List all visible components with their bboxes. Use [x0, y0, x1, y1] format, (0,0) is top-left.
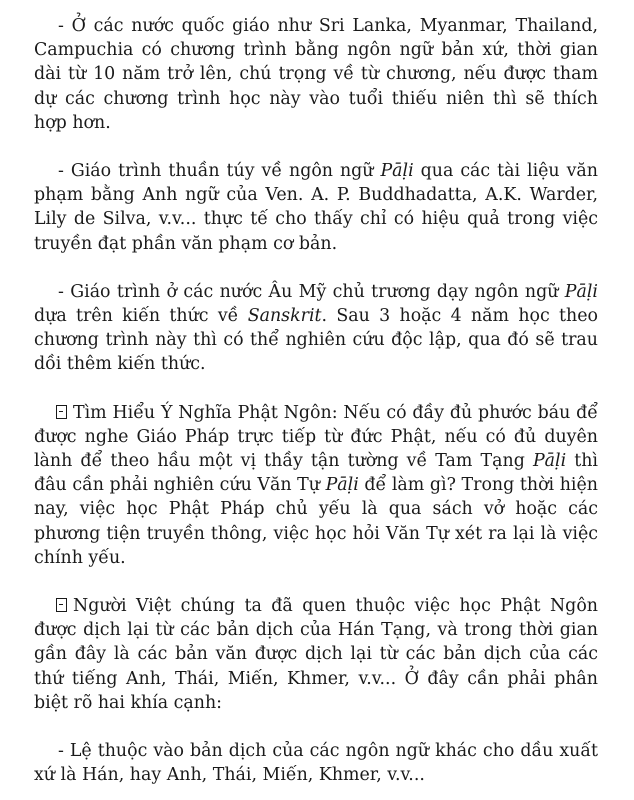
text-segment: - Giáo trình thuần túy về ngôn ngữ: [58, 161, 381, 182]
paragraph-pali-grammar-curriculum: [34, 159, 598, 256]
text-segment: để làm gì? Trong thời hiện nay, việc học Phật Pháp chủ yếu là qua sách vở hoặc các phương tiện truyền thông, việc học hỏi Văn Tự xét ra lại là việc chính yếu.: [34, 475, 598, 568]
bullet-box-icon: [56, 405, 67, 419]
text-segment: Người Việt chúng ta đã quen thuộc việc học Phật Ngôn được dịch lại từ các bản dịch của Hán Tạng, và trong thời gian gần đây là các bản văn được dịch lại từ các bản dịch của các thứ tiếng Anh, Thái, Miến, Khmer, v.v... Ở đây cần phải phân biệt rõ hai khía cạnh:: [34, 596, 598, 713]
text-segment: - Giáo trình ở các nước Âu Mỹ chủ trương dạy ngôn ngữ: [58, 281, 565, 302]
paragraph-dependence-on-translations: [34, 739, 598, 787]
text-segment: - Ở các nước quốc giáo như Sri Lanka, Myanmar, Thailand, Campuchia có chương trình bằng ngôn ngữ bản xứ, thời gian dài từ 10 năm trở lên, chú trọng về từ chương, nếu được tham dự các chương trình học này vào tuổi thiếu niên thì sẽ thích hợp hơn.: [34, 16, 598, 133]
text-segment: qua các tài liệu văn phạm bằng Anh ngữ của Ven. A. P. Buddhadatta, A.K. Warder, Lily de Silva, v.v... thực tế cho thấy chỉ có hiệu quả trong việc truyền đạt phần văn phạm cơ bản.: [34, 161, 598, 254]
bullet-box-icon: [56, 598, 67, 612]
italic-term: Pāḷi: [380, 161, 414, 182]
text-segment: - Lệ thuộc vào bản dịch của các ngôn ngữ khác cho dầu xuất xứ là Hán, hay Anh, Thái, Miến, Khmer, v.v...: [34, 741, 598, 786]
italic-term: Pāḷi: [564, 281, 598, 302]
text-segment: Tìm Hiểu Ý Nghĩa Phật Ngôn: Nếu có đầy đủ phước báu để được nghe Giáo Pháp trực tiếp từ đức Phật, nếu có đủ duyên lành để theo hầu một vị thầy tận tường về Tam Tạng: [34, 402, 598, 472]
paragraph-national-religion-countries: [34, 14, 598, 135]
italic-term: Pāḷi: [325, 475, 359, 496]
paragraph-vietnamese-translations: [34, 594, 598, 715]
italic-term: Sanskrit: [247, 306, 322, 327]
text-segment: dựa trên kiến thức về: [34, 306, 248, 327]
paragraph-western-curriculum: [34, 280, 598, 377]
text-segment: . Sau 3 hoặc 4 năm học theo chương trình này thì có thể nghiên cứu độc lập, qua đó sẽ trau dồi thêm kiến thức.: [34, 306, 598, 375]
italic-term: Pāḷi: [532, 451, 567, 472]
text-segment: thì đâu cần phải nghiên cứu Văn Tự: [34, 451, 598, 496]
paragraph-understanding-buddha-word: [34, 401, 598, 570]
